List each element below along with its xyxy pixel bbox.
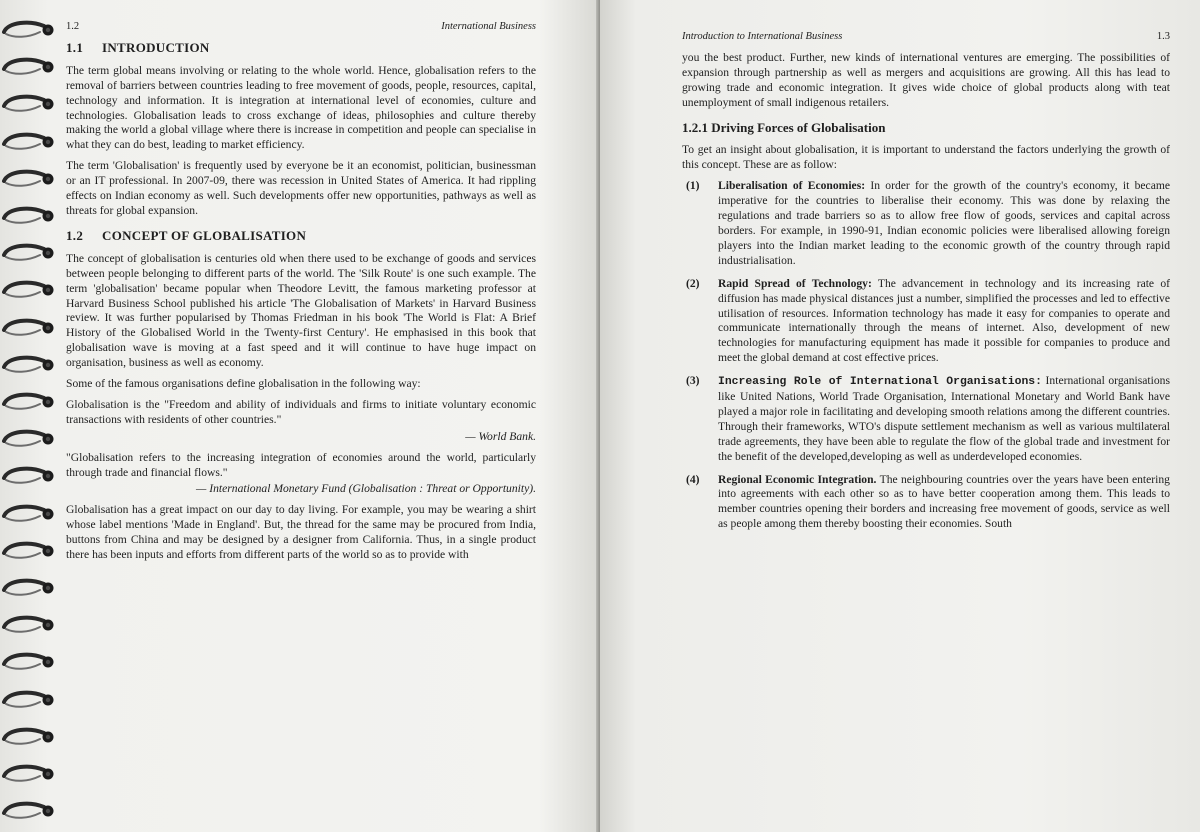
point-heading: Increasing Role of International Organisations: [718,376,1042,389]
point-heading: Regional Economic Integration. [718,472,877,486]
section-intro: To get an insight about globalisation, it is important to understand the factors underlying the growth of this concept. These are as follow: [682,143,1170,172]
spiral-coil [0,55,58,79]
spiral-coil [0,539,58,563]
left-page-content [66,20,536,569]
point-text: International organisations like United Nations, World Trade Organisation, International Monetary and World Bank have played a major role in facilitating and developing smooth relations among the different countries. Through their frameworks, WTO's dispute settlement mechanism as well as various multilateral trade agreements, they have been able to regulate the flow of the global trade and investment for the benefit of the developed,developing as well as underdeveloped economies. [718,374,1170,463]
point-text: The neighbouring countries over the years have been entering into agreements with each other so as to have better cooperation among them. This leads to member countries opening their borders and increasing free movement of goods, service as well as people among them thereby boosting their economies. South [718,472,1170,531]
imf-quote: "Globalisation refers to the increasing integration of economies around the world, particularly through trade and financial flows." [66,450,536,479]
right-running-header [682,30,1170,45]
point-heading: Rapid Spread of Technology: [718,276,872,290]
point-number: (1) [686,179,700,193]
point-number: (3) [686,374,700,388]
imf-attribution: — International Monetary Fund (Globalisation : Threat or Opportunity). [196,482,536,496]
spiral-coil [0,799,58,823]
spiral-coil [0,316,58,340]
spiral-coil [0,650,58,674]
spiral-coil [0,725,58,749]
spiral-coil [0,18,58,42]
intro-heading-title: INTRODUCTION [102,39,210,55]
opening-paragraph: you the best product. Further, new kinds of international ventures are emerging. The possibilities of expansion through partnership as well as mergers and acquisitions are growing. All this has lead to growing trade and economic integration. It gives wide choice of global products along with teat unemployment of small indigenous retailers. [682,50,1170,109]
section-heading: 1.2.1 Driving Forces of Globalisation [682,119,886,135]
spiral-coil [0,130,58,154]
right-page-content [682,30,1170,540]
spiral-coil [0,613,58,637]
point-number: (4) [686,472,700,486]
spiral-binding [0,0,62,832]
left-page-number: 1.2 [66,21,80,32]
spiral-coil [0,353,58,377]
spiral-coil [0,92,58,116]
driving-force-3 [682,374,1170,464]
spiral-coil [0,167,58,191]
spiral-coil [0,502,58,526]
driving-force-4 [682,473,1170,533]
intro-heading-number: 1.1 [66,39,84,55]
left-running-title: International Business [441,21,536,32]
concept-heading-title: CONCEPT OF GLOBALISATION [102,227,307,243]
concept-heading [66,229,536,244]
intro-paragraph-2: The term 'Globalisation' is frequently used by everyone be it an economist, politician, businessman or an IT professional. In 2007-09, there was recession in United States of America. It had rippling effects on Indian economy as well. Such developments offer new opportunities, pathways as well as threats for global expansion. [66,159,536,217]
world-bank-attribution: — World Bank. [465,429,536,443]
spiral-coil [0,241,58,265]
point-heading: Liberalisation of Economies: [718,179,866,193]
spiral-coil [0,576,58,600]
concept-heading-number: 1.2 [66,227,84,243]
driving-force-2 [682,277,1170,366]
concept-paragraph-1: The concept of globalisation is centuries old when there used to be exchange of goods and services between people belonging to different parts of the world. The 'Silk Route' is one such example. The term 'globalisation' became popular when Theodore Levitt, the famous marketing professor at Harvard Business School published his article 'The Globalisation of Markets' in Harvard Business review. It was further popularised by Thomas Friedman in his book 'The World is Flat: A Brief History of the Globalised World in the Twenty-first Century'. He emphasised in this book that globalisation wave is moving at a fast speed and it will continue to have huge impact on organisation, business as well as economy. [66,251,536,370]
intro-heading [66,41,536,56]
driving-force-1 [682,179,1170,268]
closing-paragraph: Globalisation has a great impact on our day to day living. For example, you may be wearing a shirt whose label mentions 'Made in England'. But, the thread for the same may be procured from India, buttons from China and may be designed by a designer from California. Thus, in a single product there has been inputs and efforts from different parts of the world so as to provide with [66,503,536,562]
spiral-coil [0,762,58,786]
spiral-coil [0,204,58,228]
right-page-number: 1.3 [1156,31,1170,42]
point-number: (2) [686,276,700,290]
spiral-coil [0,464,58,488]
point-text: The advancement in technology and its increasing rate of diffusion has made physical distances just a number, simplified the processes and led to effective utilisation of resources. Information technology has made it easy for companies to operate and communicate internationally through the means of internet. Also, development of new technologies for manufacturing equipment has made it possible for companies to produce and meet the global demand at cost effective prices. [718,276,1170,365]
spiral-coil [0,688,58,712]
spiral-coil [0,390,58,414]
intro-paragraph-1: The term global means involving or relating to the whole world. Hence, globalisation refers to the removal of barriers between countries leading to free movement of goods, people, resources, capital, technology and information. It is integration at international level of economies, culture and technologies. Globalisation leads to cross exchange of ideas, philosophies and culture thereby making the world a global village where there is increase in competition and people can specialise in what they can do best, leading to market efficiency. [66,63,536,152]
concept-paragraph-2: Some of the famous organisations define globalisation in the following way: [66,377,421,391]
spiral-coil [0,278,58,302]
point-text: In order for the growth of the country's economy, it became imperative for the countries to liberalise their economy. This was done by relaxing the regulations and trade barriers so as to allow free flow of goods, services and capital across borders. For example, in 1990-91, Indian economic policies were liberalised allowing foreign players into the Indian market leading to the economic growth of the country through rapid industrialisation. [718,179,1171,267]
left-running-header [66,20,536,35]
right-running-title: Introduction to International Business [682,31,843,42]
world-bank-quote: Globalisation is the "Freedom and ability of individuals and firms to initiate voluntary economic transactions with residents of other countries." [66,397,536,426]
spiral-coil [0,427,58,451]
